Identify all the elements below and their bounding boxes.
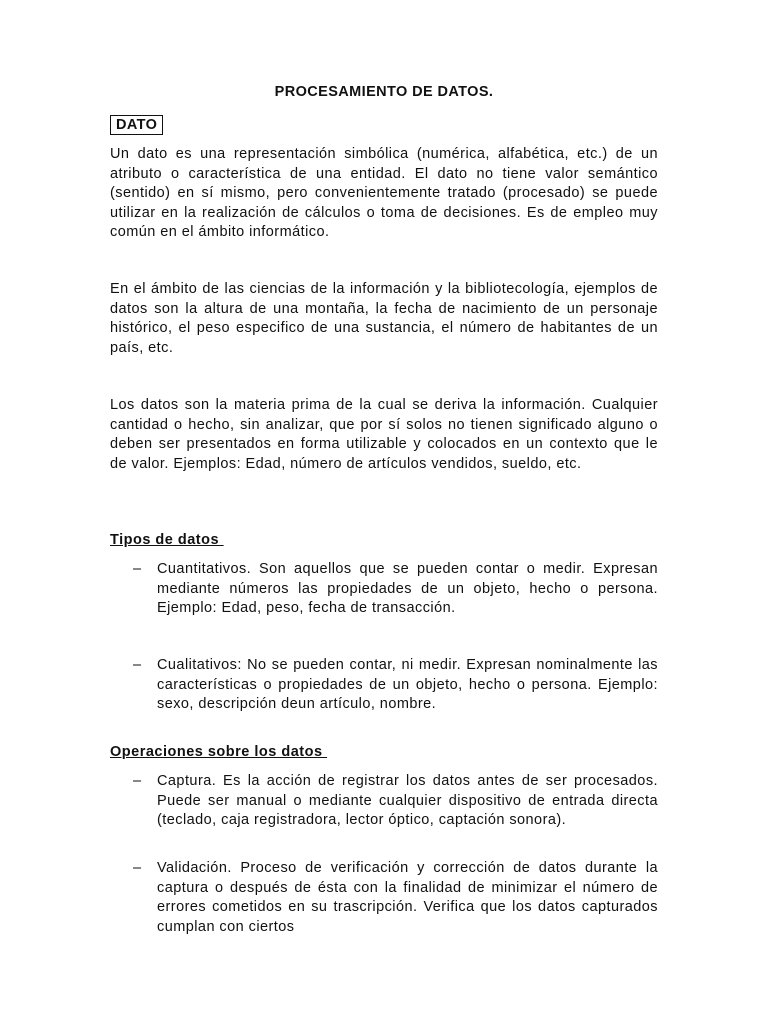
list-item-cuantitativos bbox=[133, 560, 658, 619]
list-item-text: Cuantitativos. Son aquellos que se pueden contar o medir. Expresan mediante números las propiedades de un objeto, hecho o persona. Ejemplo: Edad, peso, fecha de transacción. bbox=[157, 561, 658, 616]
page-title: PROCESAMIENTO DE DATOS. bbox=[274, 84, 494, 100]
bullet-dash: – bbox=[133, 773, 142, 789]
list-item-text: Validación. Proceso de verificación y corrección de datos durante la captura o después de ésta con la finalidad de minimizar el número de errores cometidos en su trascripción. Verifica que los datos capturados cumplan con ciertos bbox=[157, 860, 658, 935]
paragraph-raw-material: Los datos son la materia prima de la cual se deriva la información. Cualquier cantidad o hecho, sin analizar, que por sí solos no tienen significado alguno o deben ser presentados en forma utilizable y colocados en un contexto que le de valor. Ejemplos: Edad, número de artículos vendidos, sueldo, etc. bbox=[110, 397, 658, 472]
section-label-dato: DATO bbox=[110, 115, 163, 135]
bullet-dash: – bbox=[133, 657, 142, 673]
heading-tipos-de-datos: Tipos de datos bbox=[110, 532, 224, 548]
bullet-dash: – bbox=[133, 860, 142, 876]
list-item-captura bbox=[133, 772, 658, 831]
list-item-validacion bbox=[133, 859, 658, 937]
paragraph-definition: Un dato es una representación simbólica (numérica, alfabética, etc.) de un atributo o característica de una entidad. El dato no tiene valor semántico (sentido) en sí mismo, pero convenientemente tratado (procesado) se puede utilizar en la realización de cálculos o toma de decisiones. Es de empleo muy común en el ámbito informático. bbox=[110, 146, 658, 240]
paragraph-examples: En el ámbito de las ciencias de la información y la bibliotecología, ejemplos de datos son la altura de una montaña, la fecha de nacimiento de un personaje histórico, el peso especifico de una sustancia, el número de habitantes de un país, etc. bbox=[110, 281, 658, 356]
list-item-cualitativos bbox=[133, 656, 658, 715]
list-item-text: Cualitativos: No se pueden contar, ni medir. Expresan nominalmente las características o propiedades de un objeto, hecho o persona. Ejemplo: sexo, descripción deun artículo, nombre. bbox=[157, 657, 658, 712]
bullet-dash: – bbox=[133, 561, 142, 577]
list-item-text: Captura. Es la acción de registrar los datos antes de ser procesados. Puede ser manual o mediante cualquier dispositivo de entrada directa (teclado, caja registradora, lector óptico, captación sonora). bbox=[157, 773, 658, 828]
heading-operaciones: Operaciones sobre los datos bbox=[110, 744, 328, 760]
